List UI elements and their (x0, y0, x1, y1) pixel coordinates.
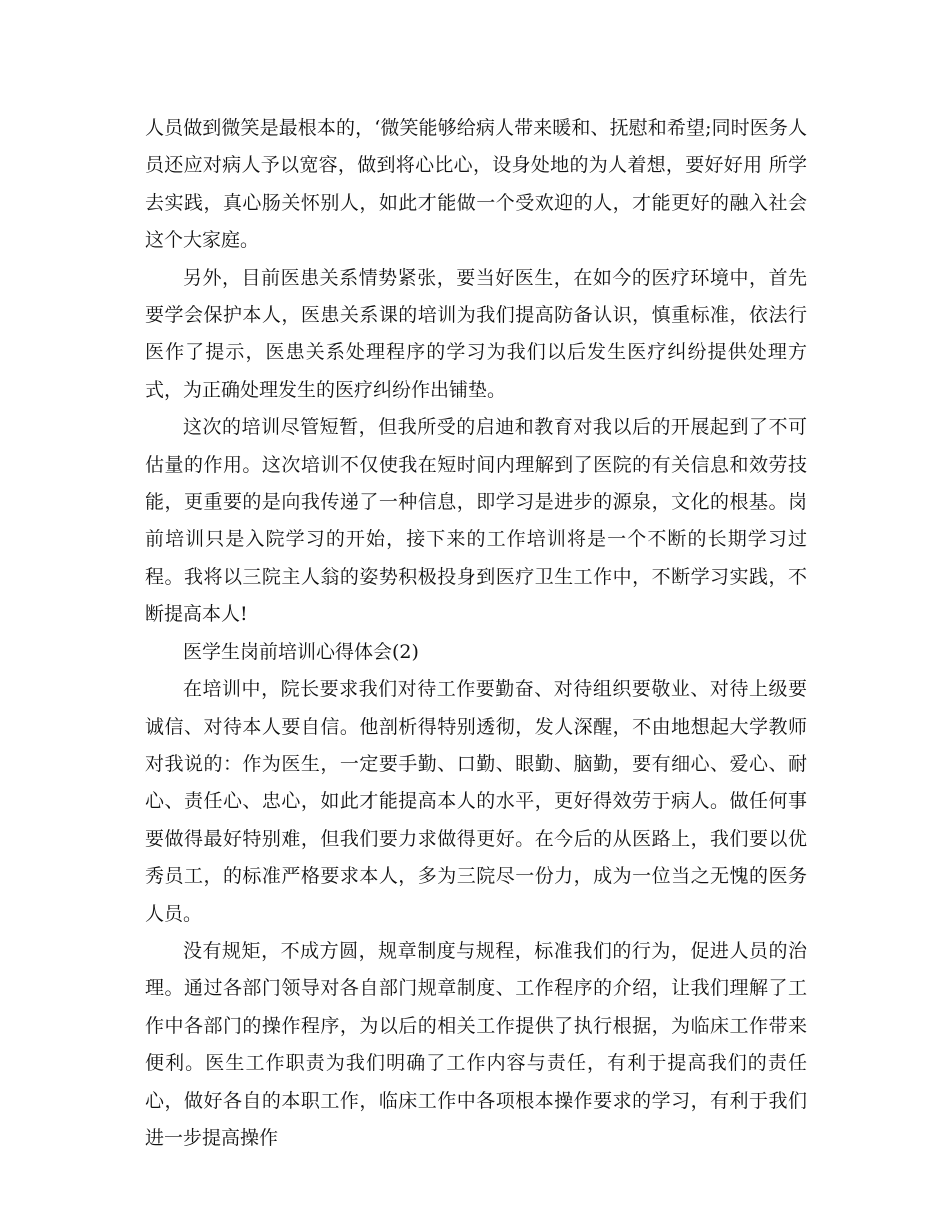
paragraph-continuation: 人员做到微笑是最根本的，‘微笑能够给病人带来暖和、抚慰和希望;同时医务人员还应对病人予以宽容，做到将心比心，设身处地的为人着想，要好好用 所学去实践，真心肠关怀别人，如此才能做一个受欢迎的人，才能更好的融入社会这个大家庭。 (145, 117, 807, 252)
paragraph-training-impact: 这次的培训尽管短暂，但我所受的启迪和教育对我以后的开展起到了不可估量的作用。这次培训不仅使我在短时间内理解到了医院的有关信息和效劳技能，更重要的是向我传递了一种信息，即学习是进步的源泉，文化的根基。岗前培训只是入院学习的开始，接下来的工作培训将是一个不断的长期学习过程。我将以三院主人翁的姿势积极投身到医疗卫生工作中，不断学习实践，不断提高本人! (145, 416, 807, 626)
paragraph-doctor-patient-relations: 另外，目前医患关系情势紧张，要当好医生，在如今的医疗环境中，首先要学会保护本人，医患关系课的培训为我们提高防备认识，慎重标准，依法行医作了提示，医患关系处理程序的学习为我们以后发生医疗纠纷提供处理方式，为正确处理发生的医疗纠纷作出铺垫。 (145, 266, 807, 401)
section-heading: 医学生岗前培训心得体会(2) (183, 640, 419, 663)
paragraph-rules-regulations: 没有规矩，不成方圆，规章制度与规程，标准我们的行为，促进人员的治理。通过各部门领导对各自部门规章制度、工作程序的介绍，让我们理解了工作中各部门的操作程序，为以后的相关工作提供了执行根据，为临床工作带来便利。医生工作职责为我们明确了工作内容与责任，有利于提高我们的责任心，做好各自的本职工作，临床工作中各项根本操作要求的学习，有利于我们进一步提高操作 (145, 939, 807, 1149)
paragraph-dean-requirements: 在培训中，院长要求我们对待工作要勤奋、对待组织要敬业、对待上级要诚信、对待本人要自信。他剖析得特别透彻，发人深醒，不由地想起大学教师对我说的：作为医生，一定要手勤、口勤、眼勤、脑勤，要有细心、爱心、耐心、责任心、忠心，如此才能提高本人的水平，更好得效劳于病人。做任何事要做得最好特别难，但我们要力求做得更好。在今后的从医路上，我们要以优秀员工，的标准严格要求本人，多为三院尽一份力，成为一位当之无愧的医务人员。 (145, 678, 807, 925)
document-page (145, 110, 807, 1157)
